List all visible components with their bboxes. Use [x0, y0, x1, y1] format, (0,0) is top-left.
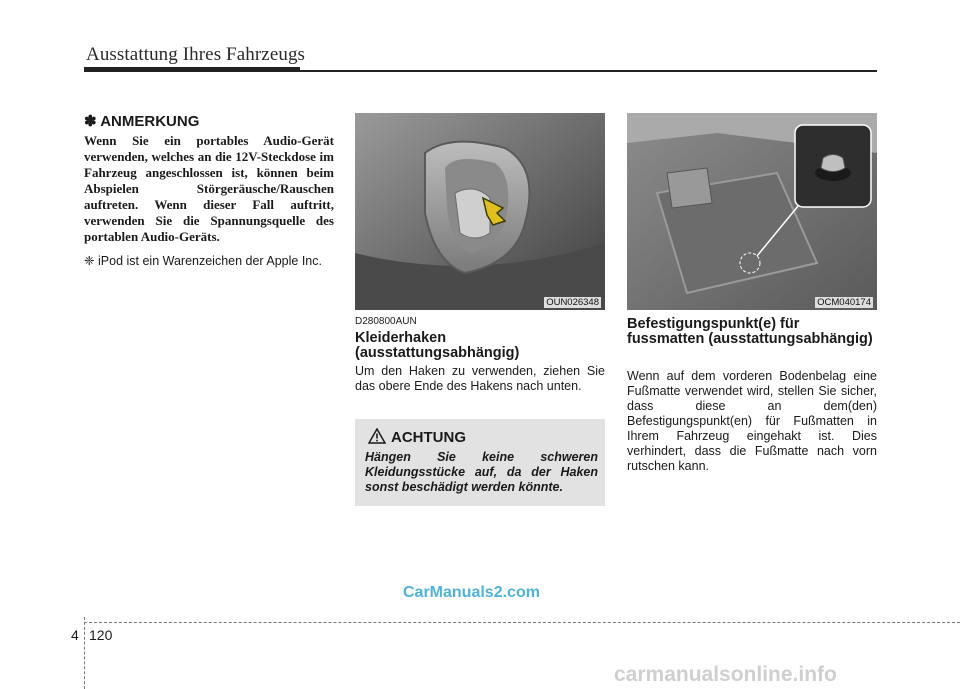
coat-hook-body: Um den Haken zu verwenden, ziehen Sie das obere Ende des Hakens nach unten.: [355, 364, 605, 393]
note-item-mark: ❈: [84, 254, 95, 268]
note-heading-label: ANMERKUNG: [100, 113, 200, 130]
floor-mat-title: Befestigungspunkt(e) für fussmatten (ausstattungsabhängig): [627, 316, 873, 347]
caution-body: Hängen Sie keine schweren Kleidungsstücke auf, da der Haken sonst beschädigt werden könnte.: [365, 450, 598, 494]
header-title: Ausstattung Ihres Fahrzeugs: [86, 44, 306, 65]
caution-title: ACHTUNG: [391, 429, 466, 446]
chapter-number: 4: [71, 627, 79, 643]
floor-mat-illustration: [627, 113, 877, 310]
caution-box: [355, 419, 605, 506]
coat-hook-illustration: [355, 113, 605, 310]
note-item: [84, 254, 334, 269]
photo-code: OUN026348: [546, 297, 599, 308]
page-number: 120: [89, 627, 113, 643]
coat-hook-title: Kleiderhaken (ausstattungsabhängig): [355, 330, 520, 361]
coat-hook-photo: [355, 113, 605, 310]
footer-divider: [84, 617, 86, 689]
header-rule: [84, 70, 877, 72]
floor-mat-anchor-photo: [627, 113, 877, 310]
floor-mat-body: Wenn auf dem vorderen Bodenbelag eine Fußmatte verwendet wird, stellen Sie sicher, dass diese an dem(den) Befestigungspunkt(en) für Fußmatten in Ihrem Fahrzeug eingehakt ist. Dies verhindert, dass die Fußmatte nach vorn rutschen kann.: [627, 369, 877, 473]
note-heading: [84, 112, 199, 130]
section-code: D280800AUN: [355, 316, 417, 327]
watermark-link[interactable]: CarManuals2.com: [403, 584, 540, 601]
warning-triangle-icon: [368, 428, 386, 444]
note-item-text: iPod ist ein Warenzeichen der Apple Inc.: [98, 254, 322, 268]
site-watermark: carmanualsonline.info: [614, 663, 837, 686]
note-body: Wenn Sie ein portables Audio-Gerät verwenden, welches an die 12V-Steckdose im Fahrzeug angeschlossen ist, können beim Abspielen Störgeräusche/Rauschen auftreten. Wenn dieser Fall auftritt, verwenden Sie die Spannungsquelle des portablen Audio-Geräts.: [84, 133, 334, 244]
footer-rule: [84, 622, 960, 623]
note-symbol: ✽: [84, 113, 97, 130]
photo-code: OCM040174: [817, 297, 871, 308]
